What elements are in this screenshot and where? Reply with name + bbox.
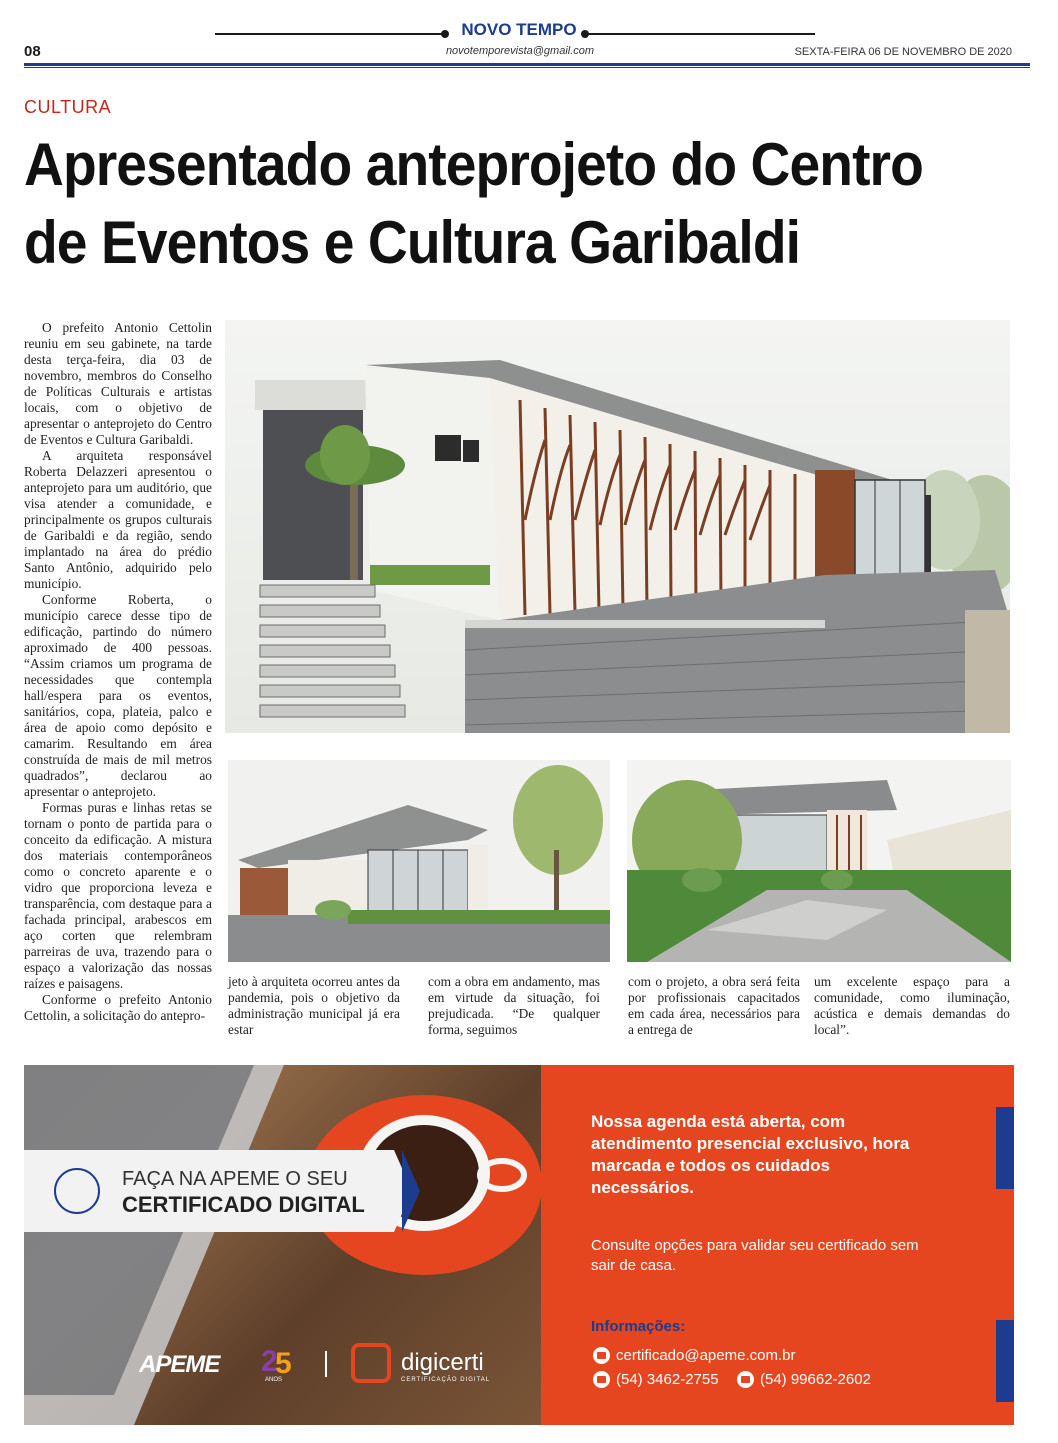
paragraph: com a obra em andamento, mas em virtude da situação, foi prejudicada. “De qualquer forma, seguimos [428,974,600,1037]
article-column-5 [814,974,1010,1038]
masthead-rule-right [585,33,815,35]
headline-line-2: de Eventos e Cultura Garibaldi [24,209,801,276]
ad-info-label: Informações: [591,1318,686,1335]
ad-banner-line-2: CERTIFICADO DIGITAL [122,1192,365,1217]
phone-icon [593,1371,610,1388]
apeme-logo: APEME [139,1351,220,1378]
paragraph: jeto à arquiteta ocorreu antes da pandemia, pois o objetivo da administração municipal já era estar [228,974,400,1037]
banner-chevron-icon [402,1150,420,1232]
anniversary-label: ANOS [265,1377,283,1383]
header-date: SEXTA-FEIRA 06 DE NOVEMBRO DE 2020 [794,46,1012,58]
entrance-rendering-image [627,760,1011,962]
blue-accent-bar [996,1320,1014,1402]
masthead-rule-left [215,33,445,35]
blue-accent-bar [996,1107,1014,1189]
article-column-1 [24,320,212,1024]
page-number: 08 [24,43,41,60]
ad-banner [24,1150,394,1232]
anniversary-logo: 2 5 ANOS [261,1345,292,1383]
header-rule-thin [24,67,1030,68]
header-rule [24,63,1030,66]
paragraph: Conforme o prefeito Antonio Cettolin, a solicitação do antepro- [24,992,212,1023]
contact-email[interactable] [593,1347,795,1364]
whatsapp-icon [737,1371,754,1388]
paragraph: Formas puras e linhas retas se tornam o ponto de partida para o conceito da edificação. A mistura dos materiais contemporâneos como o concreto aparente e o vidro que proporciona leveza e transparência, com destaque para a fachada principal, arabescos em aço corten que relembram parreiras de uva, trazendo para o espaço a valorização das nossas raízes e paisagens. [24,800,212,991]
ad-sub-text: Consulte opções para validar seu certificado sem sair de casa. [591,1237,919,1274]
paragraph: Conforme Roberta, o município carece desse tipo de edificação, partindo do número aproximado de 400 pessoas. “Assim criamos um programa de necessidades que contempla hall/espera para os eventos, sanitários, copa, plateia, palco e área de apoio como depósito e camarim. Resultando em área construída de mais de mil metros quadrados”, declarou ao apresentar o anteprojeto. [24,592,212,799]
logo-divider [325,1351,327,1377]
digicerti-icon [351,1343,391,1383]
envelope-icon [593,1347,610,1364]
article-column-2 [228,974,400,1038]
article-column-3 [428,974,600,1038]
paragraph: O prefeito Antonio Cettolin reuniu em seu gabinete, na tarde desta terça-feira, dia 03 de novembro, membros do Conselho de Políticas Culturais e artistas locais, com o objetivo de apresentar o anteprojeto do Centro de Eventos e Cultura Garibaldi. [24,320,212,447]
headline [24,126,944,282]
paragraph: com o projeto, a obra será feita por profissionais capacitados em cada área, necessários para a entrega de [628,974,800,1037]
ad-banner-line-1: FAÇA NA APEME O SEU [122,1168,348,1190]
side-rendering-image [228,760,610,962]
section-label: CULTURA [24,97,112,117]
ad-info-panel [541,1065,1014,1425]
ad-photo-panel [24,1065,541,1425]
headline-line-1: Apresentado anteprojeto do Centro [24,131,923,198]
masthead-dot-left [441,30,449,38]
header-email: novotemporevista@gmail.com [445,45,595,57]
article-column-4 [628,974,800,1038]
certificate-seal-icon [54,1168,100,1214]
brand-title: NOVO TEMPO [461,20,577,39]
apeme-advertisement[interactable] [24,1065,1014,1425]
contact-phone[interactable] [593,1371,719,1388]
paragraph: A arquiteta responsável Roberta Delazzeri apresentou o anteprojeto para um auditório, que visa atender a comunidade, e principalmente os grupos culturais de Garibaldi e da região, sendo implantado na área do prédio Santo Antônio, adquirido pelo município. [24,448,212,591]
paragraph: um excelente espaço para a comunidade, como iluminação, acústica e demais demandas do local”. [814,974,1010,1037]
digicerti-logo: digicerti [401,1349,484,1376]
contact-email-text[interactable]: certificado@apeme.com.br [616,1347,796,1364]
contact-whatsapp-text[interactable]: (54) 99662-2602 [760,1371,871,1388]
main-rendering-image [225,320,1010,733]
digicerti-tagline: CERTIFICAÇÃO DIGITAL [401,1377,491,1383]
ad-main-text: Nossa agenda está aberta, com atendimento presencial exclusivo, hora marcada e todos os cuidados necessários. [591,1112,910,1197]
masthead [0,0,1058,70]
contact-phone-text[interactable]: (54) 3462-2755 [616,1371,719,1388]
ad-logos [139,1337,519,1387]
contact-whatsapp[interactable] [737,1371,871,1388]
